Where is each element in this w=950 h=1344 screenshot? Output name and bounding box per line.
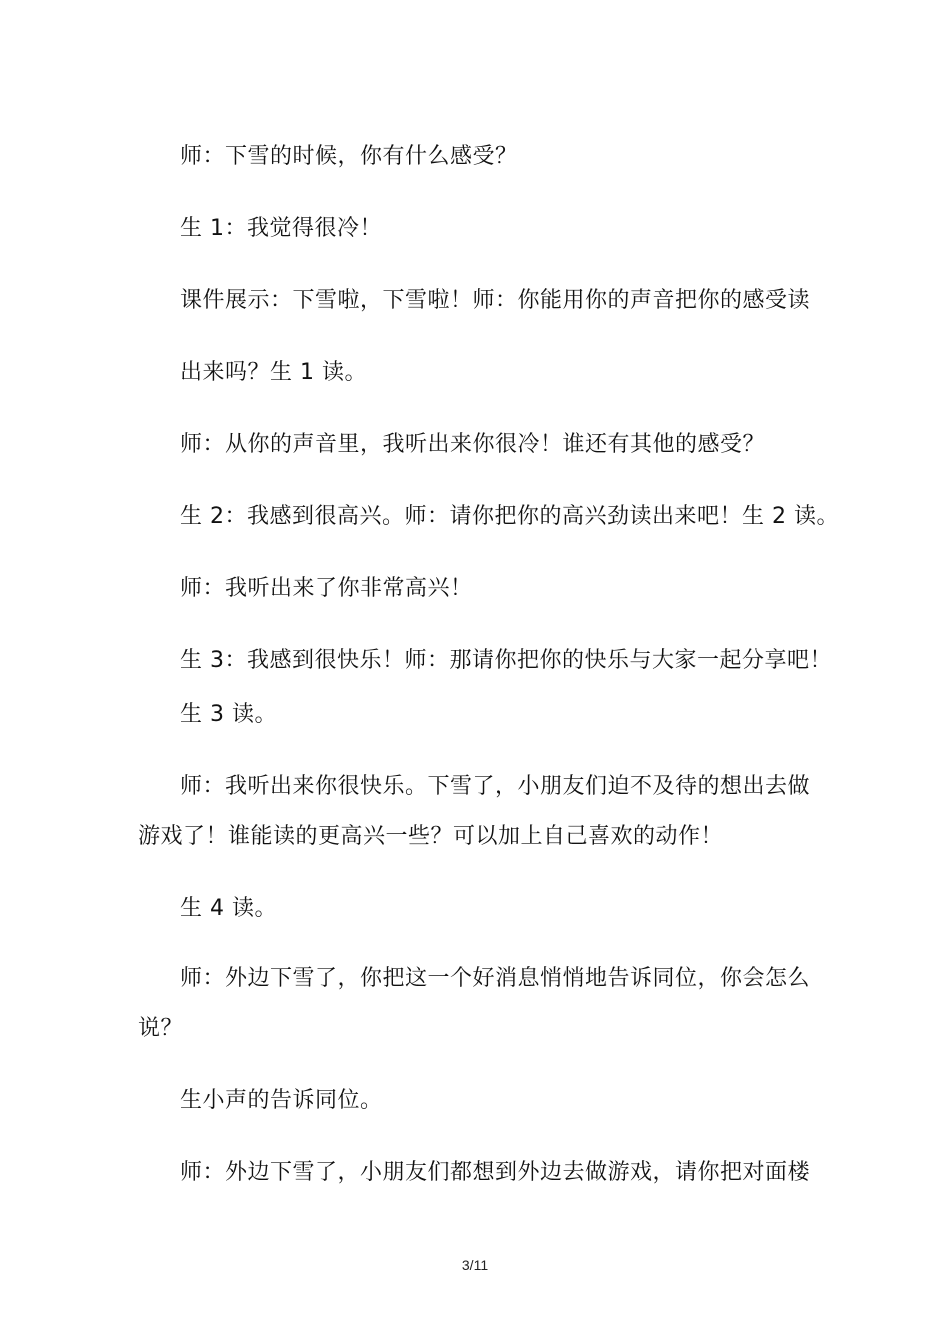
paragraph-line-14: 说？ bbox=[138, 1016, 184, 1041]
paragraph-line-1: 师：下雪的时候，你有什么感受？ bbox=[180, 144, 518, 169]
paragraph-line-3: 课件展示：下雪啦，下雪啦！师：你能用你的声音把你的感受读 bbox=[180, 288, 811, 313]
paragraph-line-7: 师：我听出来了你非常高兴！ bbox=[180, 576, 473, 601]
paragraph-line-10: 师：我听出来你很快乐。下雪了，小朋友们迫不及待的想出去做 bbox=[180, 774, 811, 799]
paragraph-line-12: 生 4 读。 bbox=[180, 896, 277, 921]
paragraph-line-6: 生 2：我感到很高兴。师：请你把你的高兴劲读出来吧！生 2 读。 bbox=[180, 504, 839, 529]
paragraph-line-11: 游戏了！谁能读的更高兴一些？可以加上自己喜欢的动作！ bbox=[138, 824, 724, 849]
paragraph-line-13: 师：外边下雪了，你把这一个好消息悄悄地告诉同位，你会怎么 bbox=[180, 966, 811, 991]
paragraph-line-4: 出来吗？生 1 读。 bbox=[180, 360, 367, 385]
paragraph-line-16: 师：外边下雪了，小朋友们都想到外边去做游戏，请你把对面楼 bbox=[180, 1160, 811, 1185]
paragraph-line-9: 生 3 读。 bbox=[180, 702, 277, 727]
paragraph-line-8: 生 3：我感到很快乐！师：那请你把你的快乐与大家一起分享吧！ bbox=[180, 648, 832, 673]
paragraph-line-5: 师：从你的声音里，我听出来你很冷！谁还有其他的感受？ bbox=[180, 432, 766, 457]
paragraph-line-2: 生 1：我觉得很冷！ bbox=[180, 216, 382, 241]
paragraph-line-15: 生小声的告诉同位。 bbox=[180, 1088, 383, 1113]
page-number: 3/11 bbox=[461, 1257, 489, 1273]
